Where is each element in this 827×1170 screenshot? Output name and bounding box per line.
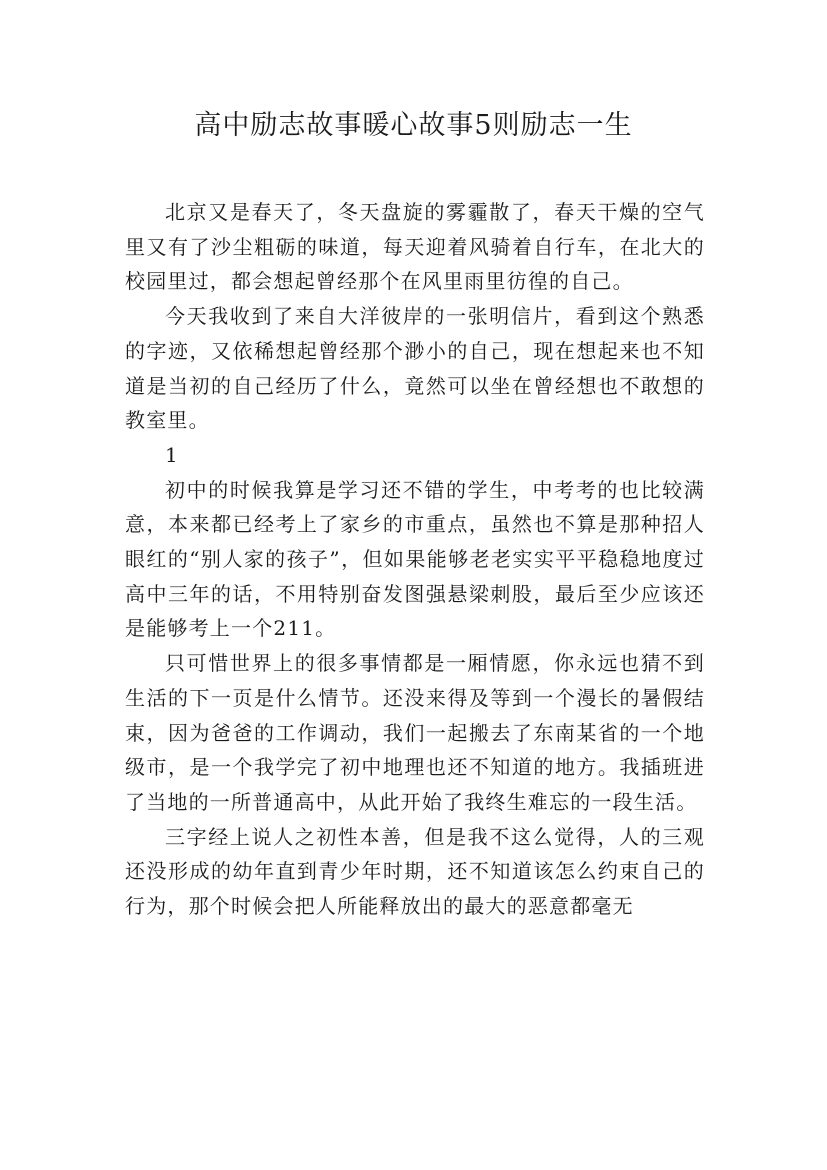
paragraph: 北京又是春天了，冬天盘旋的雾霾散了，春天干燥的空气里又有了沙尘粗砺的味道，每天迎着风骑着自行车，在北大的校园里过，都会想起曾经那个在风里雨里彷徨的自己。: [125, 200, 705, 294]
paragraph: 三字经上说人之初性本善，但是我不这么觉得，人的三观还没形成的幼年直到青少年时期，还不知道该怎么约束自己的行为，那个时候会把人所能释放出的最大的恶意都毫无: [125, 824, 705, 919]
document-title: 高中励志故事暖心故事5则励志一生: [194, 110, 633, 141]
paragraph: 今天我收到了来自大洋彼岸的一张明信片，看到这个熟悉的字迹，又依稀想起曾经那个渺小的自己，现在想起来也不知道是当初的自己经历了什么，竟然可以坐在曾经想也不敢想的教室里。: [125, 304, 705, 433]
document-body: [125, 195, 705, 924]
paragraph: 初中的时候我算是学习还不错的学生，中考考的也比较满意，本来都已经考上了家乡的市重点，虽然也不算是那种招人眼红的“别人家的孩子”，但如果能够老老实实平平稳稳地度过高中三年的话，不用特别奋发图强悬梁刺股，最后至少应该还是能够考上一个211。: [125, 477, 705, 641]
paragraph: 只可惜世界上的很多事情都是一厢情愿，你永远也猜不到生活的下一页是什么情节。还没来得及等到一个漫长的暑假结束，因为爸爸的工作调动，我们一起搬去了东南某省的一个地级市，是一个我学完了初中地理也还不知道的地方。我插班进了当地的一所普通高中，从此开始了我终生难忘的一段生活。: [125, 651, 705, 814]
section-number: 1: [165, 442, 179, 467]
